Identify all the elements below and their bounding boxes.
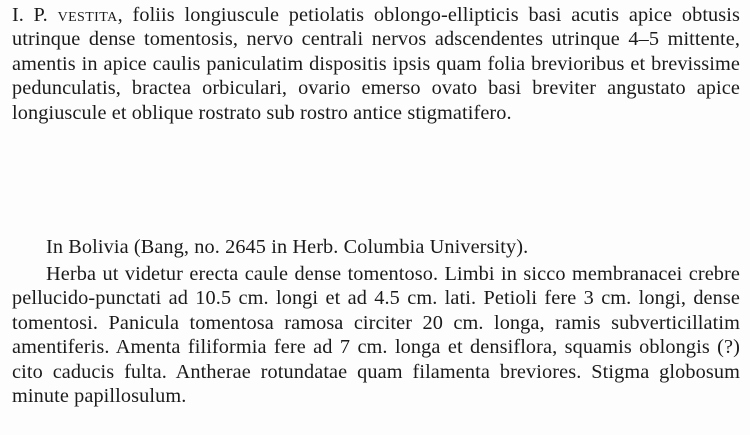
notes-paragraph: Herba ut videtur erecta caule dense tomentoso. Limbi in sicco membranacei crebre pellucido-punctati ad 10.5 cm. longi et ad 4.5 cm. lati. Petioli fere 3 cm. longi, dense tomentosi. Panicula tomentosa ramosa circiter 20 cm. longa, ramis subverticillatim amentiferis. Amenta filiformia fere ad 7 cm. longa et densiflora, squamis oblongis (?) cito caducis fulta. Antherae rotundatae quam filamenta breviores. Stigma globosum minute papillosulum.: [12, 263, 740, 408]
description-text: , foliis longiuscule petiolatis oblongo-ellipticis basi acutis apice obtusis utrinque dense tomentosis, nervo centrali nervos adscendentes utrinque 4–5 mittente, amentis in apice caulis paniculatim dispositis ipsis quam folia brevioribus et brevissime pedunculatis, bractea orbiculari, ovario emerso ovato basi breviter angustato apice longiuscule et oblique rostrato sub rostro antice stigmatifero.: [12, 4, 741, 124]
species-name: vestita: [57, 4, 118, 26]
locality-paragraph: In Bolivia (Bang, no. 2645 in Herb. Columbia University).: [46, 236, 529, 258]
species-description: [12, 3, 740, 125]
genus-abbreviation: P.: [33, 4, 48, 26]
entry-number: I.: [12, 4, 24, 26]
